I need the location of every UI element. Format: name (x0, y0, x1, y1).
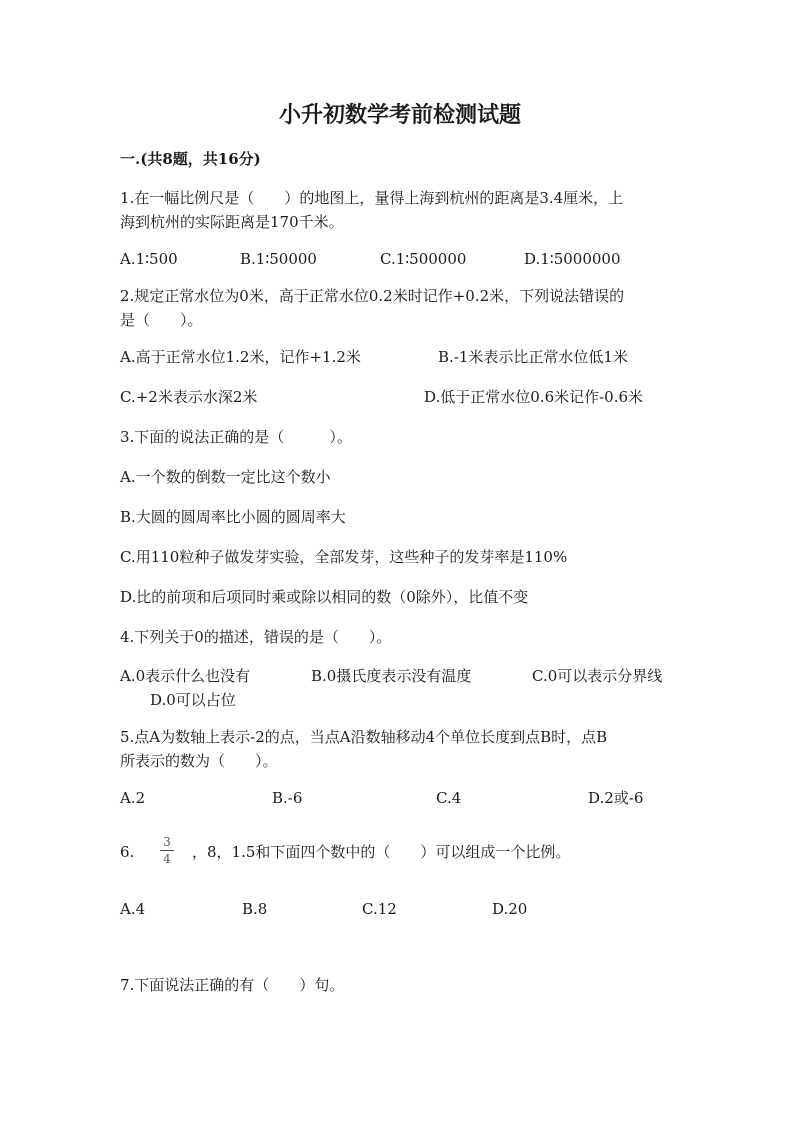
question-3-option-c: C.用110粒种子做发芽实验，全部发芽，这些种子的发芽率是110% (120, 548, 568, 566)
question-4-option-d: D.0可以占位 (150, 691, 236, 709)
section-heading: 一.(共8题，共16分) (120, 150, 261, 168)
question-6-option-b: B.8 (242, 900, 268, 918)
question-5-option-d: D.2或-6 (588, 789, 644, 807)
question-2-option-d: D.低于正常水位0.6米记作-0.6米 (424, 388, 644, 406)
fraction-bar (160, 850, 174, 851)
question-5-option-a: A.2 (120, 789, 146, 807)
question-2-line-2: 是（ ）。 (120, 311, 203, 329)
question-1-line-2: 海到杭州的实际距离是170千米。 (120, 213, 344, 231)
question-4-option-b: B.0摄氏度表示没有温度 (311, 667, 472, 685)
fraction-numerator: 3 (163, 835, 171, 849)
question-2-option-c: C.+2米表示水深2米 (120, 388, 258, 406)
question-1-option-d: D.1∶5000000 (524, 250, 621, 268)
question-6-option-c: C.12 (362, 900, 397, 918)
question-6-option-a: A.4 (120, 900, 146, 918)
fraction-three-quarters (160, 835, 174, 866)
question-5-line-2: 所表示的数为（ ）。 (120, 752, 278, 770)
question-5-line-1: 5.点A为数轴上表示-2的点，当点A沿数轴移动4个单位长度到点B时，点B (120, 728, 608, 746)
page-title: 小升初数学考前检测试题 (278, 102, 521, 128)
question-1-option-b: B.1∶50000 (240, 250, 317, 268)
question-3-line-1: 3.下面的说法正确的是（ ）。 (120, 428, 352, 446)
fraction-denominator: 4 (163, 852, 171, 866)
question-3-option-b: B.大圆的圆周率比小圆的圆周率大 (120, 508, 346, 526)
question-6-option-d: D.20 (492, 900, 528, 918)
question-5-option-b: B.-6 (272, 789, 303, 807)
question-2-line-1: 2.规定正常水位为0米，高于正常水位0.2米时记作+0.2米，下列说法错误的 (120, 287, 625, 305)
question-1-option-a: A.1∶500 (120, 250, 178, 268)
question-4-option-a: A.0表示什么也没有 (120, 667, 251, 685)
question-1-option-c: C.1∶500000 (380, 250, 467, 268)
question-6-text: ，8，1.5和下面四个数中的（ ）可以组成一个比例。 (192, 843, 571, 861)
question-3-option-a: A.一个数的倒数一定比这个数小 (120, 468, 331, 486)
question-7-line-1: 7.下面说法正确的有（ ）句。 (120, 976, 345, 994)
question-6-number: 6. (120, 843, 135, 861)
question-5-option-c: C.4 (436, 789, 462, 807)
question-1-line-1: 1.在一幅比例尺是（ ）的地图上，量得上海到杭州的距离是3.4厘米，上 (120, 189, 624, 207)
question-4-line-1: 4.下列关于0的描述，错误的是（ ）。 (120, 628, 392, 646)
question-2-option-a: A.高于正常水位1.2米，记作+1.2米 (120, 348, 361, 366)
question-4-option-c: C.0可以表示分界线 (532, 667, 663, 685)
question-2-option-b: B.-1米表示比正常水位低1米 (438, 348, 628, 366)
question-3-option-d: D.比的前项和后项同时乘或除以相同的数（0除外），比值不变 (120, 588, 529, 606)
